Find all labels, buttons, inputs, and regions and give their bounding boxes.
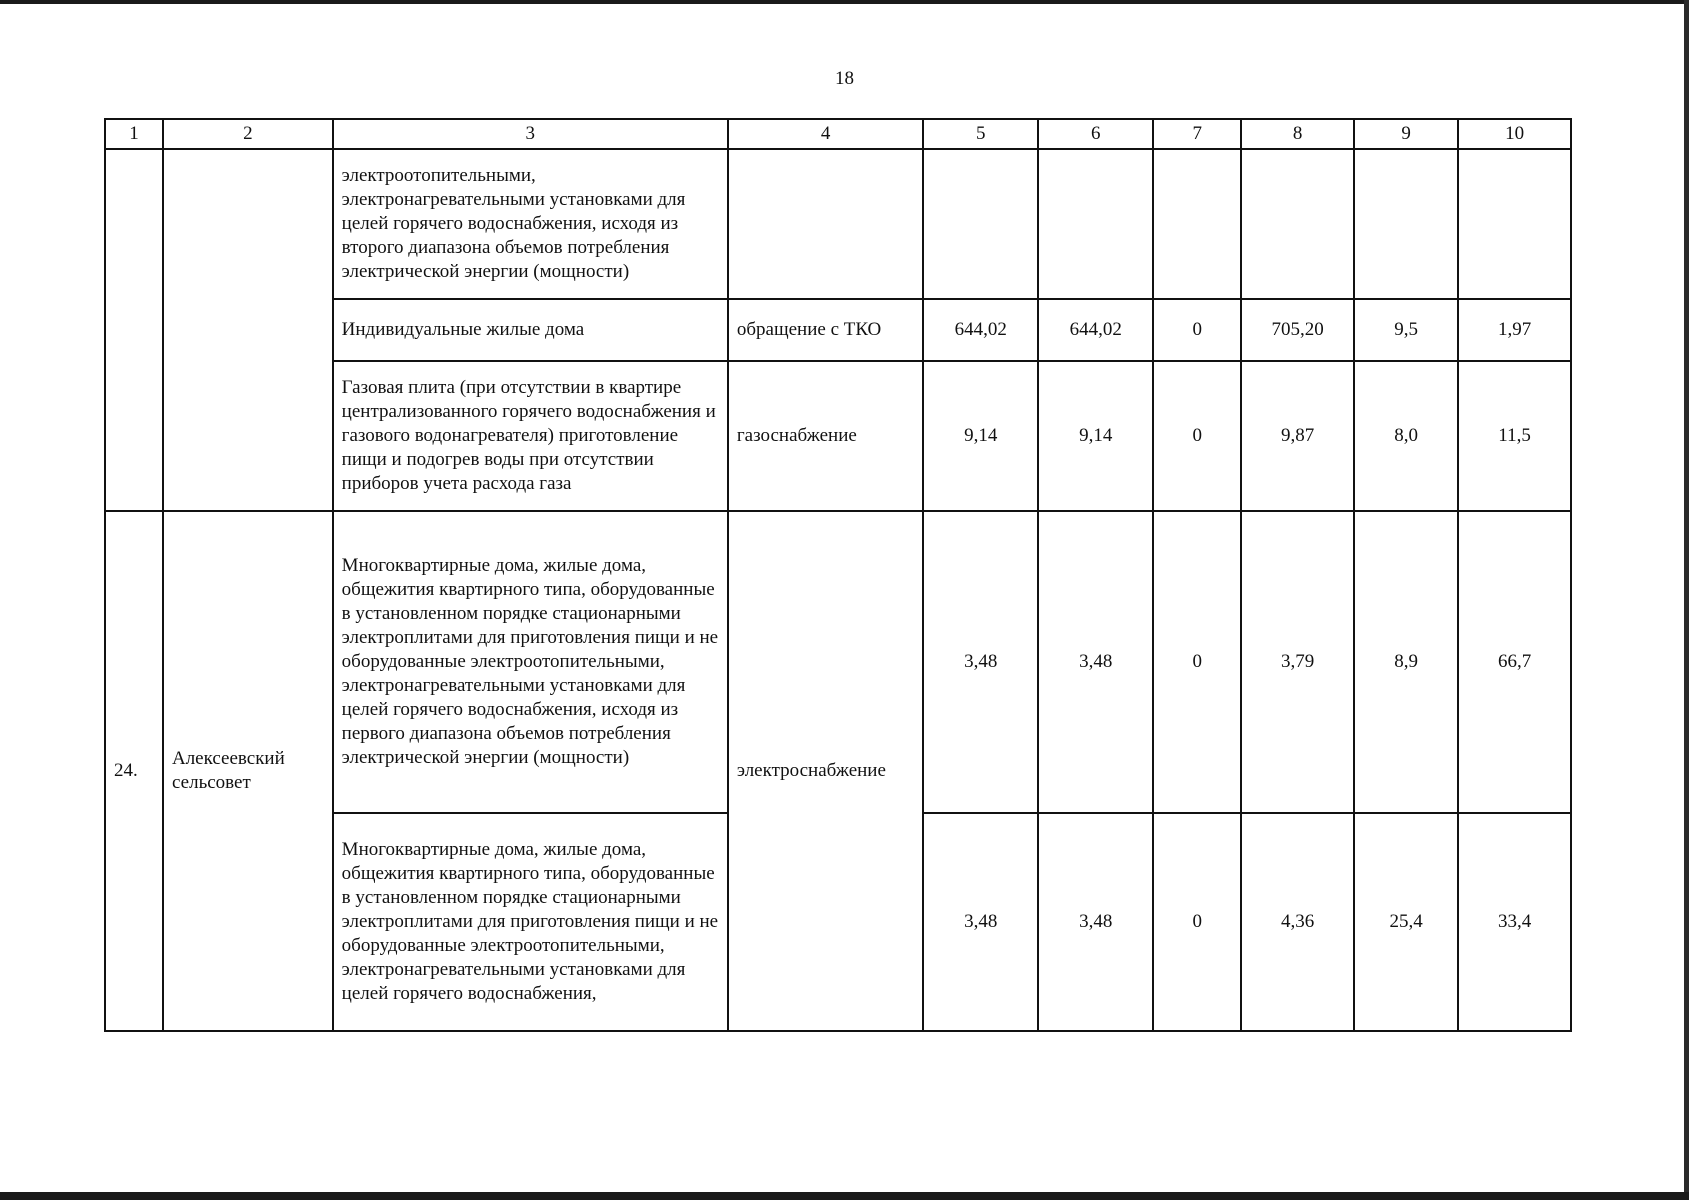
value-col-5: 3,48 bbox=[923, 813, 1038, 1031]
header-col-2: 2 bbox=[163, 119, 333, 149]
table-row bbox=[105, 149, 1571, 299]
value-col-10: 11,5 bbox=[1458, 361, 1571, 511]
value-col-7: 0 bbox=[1153, 361, 1241, 511]
service-type: электроснабжение bbox=[728, 511, 923, 1031]
header-col-1: 1 bbox=[105, 119, 163, 149]
value-col-6 bbox=[1038, 149, 1153, 299]
value-col-9: 25,4 bbox=[1354, 813, 1458, 1031]
value-col-6: 9,14 bbox=[1038, 361, 1153, 511]
header-col-5: 5 bbox=[923, 119, 1038, 149]
consumer-category: электроотопительными, электронагревательными установками для целей горячего водоснабжения, исходя из второго диапазона объемов потребления электрической энергии (мощности) bbox=[333, 149, 728, 299]
scan-border-top bbox=[0, 0, 1689, 4]
service-type bbox=[728, 149, 923, 299]
value-col-5: 9,14 bbox=[923, 361, 1038, 511]
value-col-9 bbox=[1354, 149, 1458, 299]
municipality bbox=[163, 149, 333, 511]
header-row bbox=[105, 119, 1571, 149]
row-number: 24. bbox=[105, 511, 163, 1031]
value-col-8 bbox=[1241, 149, 1354, 299]
value-col-7: 0 bbox=[1153, 511, 1241, 813]
scan-border-bottom bbox=[0, 1192, 1689, 1200]
consumer-category: Индивидуальные жилые дома bbox=[333, 299, 728, 361]
value-col-10: 1,97 bbox=[1458, 299, 1571, 361]
value-col-7 bbox=[1153, 149, 1241, 299]
value-col-10: 33,4 bbox=[1458, 813, 1571, 1031]
page-number: 18 bbox=[835, 68, 854, 89]
consumer-category: Многоквартирные дома, жилые дома, общежития квартирного типа, оборудованные в установленном порядке стационарными электроплитами для приготовления пищи и не оборудованные электроотопительными, электронагревательными установками для целей горячего водоснабжения, исходя из первого диапазона объемов потребления электрической энергии (мощности) bbox=[333, 511, 728, 813]
header-col-7: 7 bbox=[1153, 119, 1241, 149]
value-col-9: 8,9 bbox=[1354, 511, 1458, 813]
row-number bbox=[105, 149, 163, 511]
value-col-8: 3,79 bbox=[1241, 511, 1354, 813]
municipality: Алексеевский сельсовет bbox=[163, 511, 333, 1031]
value-col-6: 644,02 bbox=[1038, 299, 1153, 361]
value-col-8: 705,20 bbox=[1241, 299, 1354, 361]
value-col-5 bbox=[923, 149, 1038, 299]
consumer-category: Многоквартирные дома, жилые дома, общежития квартирного типа, оборудованные в установленном порядке стационарными электроплитами для приготовления пищи и не оборудованные электроотопительными, электронагревательными установками для целей горячего водоснабжения, bbox=[333, 813, 728, 1031]
table-row bbox=[105, 511, 1571, 813]
value-col-6: 3,48 bbox=[1038, 813, 1153, 1031]
value-col-7: 0 bbox=[1153, 299, 1241, 361]
value-col-5: 3,48 bbox=[923, 511, 1038, 813]
value-col-8: 9,87 bbox=[1241, 361, 1354, 511]
header-col-3: 3 bbox=[333, 119, 728, 149]
value-col-9: 8,0 bbox=[1354, 361, 1458, 511]
header-col-9: 9 bbox=[1354, 119, 1458, 149]
value-col-7: 0 bbox=[1153, 813, 1241, 1031]
value-col-9: 9,5 bbox=[1354, 299, 1458, 361]
header-col-10: 10 bbox=[1458, 119, 1571, 149]
header-col-4: 4 bbox=[728, 119, 923, 149]
value-col-10 bbox=[1458, 149, 1571, 299]
header-col-6: 6 bbox=[1038, 119, 1153, 149]
value-col-10: 66,7 bbox=[1458, 511, 1571, 813]
value-col-5: 644,02 bbox=[923, 299, 1038, 361]
scan-border-right bbox=[1684, 0, 1689, 1200]
value-col-6: 3,48 bbox=[1038, 511, 1153, 813]
header-col-8: 8 bbox=[1241, 119, 1354, 149]
value-col-8: 4,36 bbox=[1241, 813, 1354, 1031]
service-type: газоснабжение bbox=[728, 361, 923, 511]
consumer-category: Газовая плита (при отсутствии в квартире централизованного горячего водоснабжения и газового водонагревателя) приготовление пищи и подогрев воды при отсутствии приборов учета расхода газа bbox=[333, 361, 728, 511]
service-type: обращение с ТКО bbox=[728, 299, 923, 361]
tariff-table bbox=[104, 118, 1572, 1032]
